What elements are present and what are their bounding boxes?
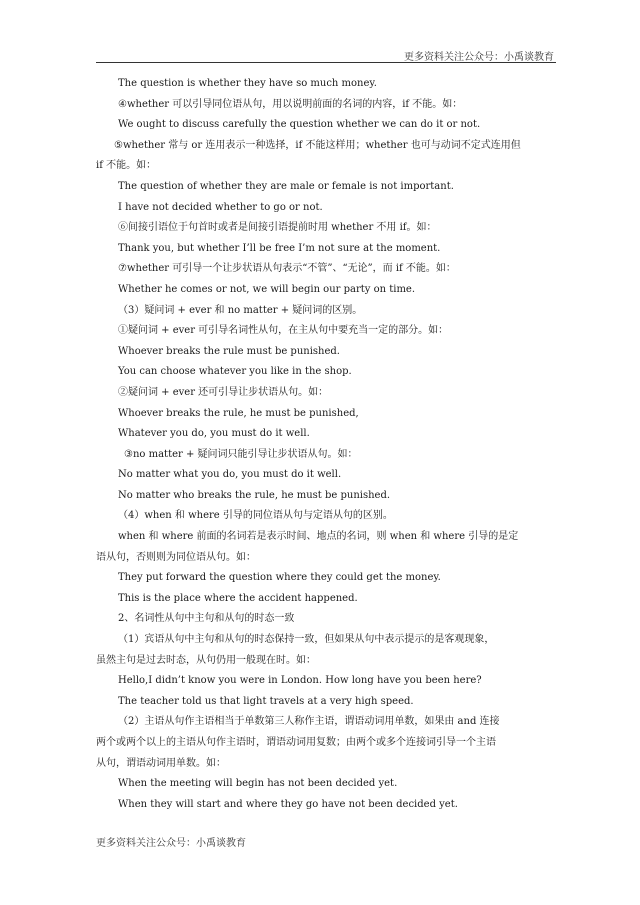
text-line: if 不能。如： bbox=[96, 160, 157, 172]
text-line: ④whether 可以引导同位语从句，用以说明前面的名词的内容，if 不能。如： bbox=[118, 98, 463, 110]
page-header: 更多资料关注公众号：小禹谈教育 bbox=[404, 52, 554, 63]
text-line: 从句，谓语动词用单数。如： bbox=[96, 757, 226, 769]
text-line: Hello,I didn’t know you were in London. How long have you been here? bbox=[118, 675, 482, 687]
document-body bbox=[96, 74, 556, 815]
text-line: （3）疑问词 + ever 和 no matter + 疑问词的区别。 bbox=[118, 304, 363, 316]
text-line: No matter what you do, you must do it well. bbox=[118, 469, 342, 481]
text-line: I have not decided whether to go or not. bbox=[118, 201, 323, 213]
text-line: when 和 where 前面的名词若是表示时间、地点的名词，则 when 和 where 引导的是定 bbox=[118, 531, 519, 543]
text-line: （2）主语从句作主语相当于单数第三人称作主语，谓语动词用单数，如果由 and 连接 bbox=[118, 716, 500, 728]
text-line: （1）宾语从句中主句和从句的时态保持一致，但如果从句中表示提示的是客观现象， bbox=[118, 634, 495, 646]
text-line: Whoever breaks the rule must be punished. bbox=[118, 345, 340, 357]
text-line: You can choose whatever you like in the shop. bbox=[118, 366, 352, 378]
text-line: When the meeting will begin has not been decided yet. bbox=[118, 778, 398, 790]
text-line: 语从句，否则则为同位语从句。如： bbox=[96, 551, 256, 563]
text-line: The question of whether they are male or female is not important. bbox=[118, 180, 454, 192]
text-line: Whoever breaks the rule, he must be punished, bbox=[118, 407, 359, 419]
text-line: This is the place where the accident happened. bbox=[118, 592, 358, 604]
text-line: No matter who breaks the rule, he must be punished. bbox=[118, 489, 391, 501]
text-line: Thank you, but whether I’ll be free I’m not sure at the moment. bbox=[118, 242, 441, 254]
text-line: 虽然主句是过去时态，从句仍用一般现在时。如： bbox=[96, 654, 316, 666]
page-footer: 更多资料关注公众号：小禹谈教育 bbox=[96, 838, 246, 849]
text-line: When they will start and where they go have not been decided yet. bbox=[118, 798, 458, 810]
text-line: They put forward the question where they could get the money. bbox=[118, 572, 441, 584]
text-line: Whether he comes or not, we will begin our party on time. bbox=[118, 283, 416, 295]
text-line: ⑥间接引语位于句首时或者是间接引语提前时用 whether 不用 if。如： bbox=[118, 222, 437, 234]
text-line: 2、名词性从句中主句和从句的时态一致 bbox=[118, 613, 295, 625]
text-line: The question is whether they have so much money. bbox=[118, 78, 377, 89]
text-line: ⑦whether 可引导一个让步状语从句表示“不管”、“无论”，而 if 不能。如： bbox=[118, 263, 456, 275]
text-line: 两个或两个以上的主语从句作主语时，谓语动词用复数；由两个或多个连接词引导一个主语 bbox=[96, 737, 496, 748]
text-line: ①疑问词 + ever 可引导名词性从句，在主从句中要充当一定的部分。如： bbox=[118, 325, 449, 337]
text-line: ⑤whether 常与 or 连用表示一种选择，if 不能这样用；whether 也可与动词不定式连用但 bbox=[114, 139, 521, 151]
header-divider bbox=[96, 62, 556, 63]
text-line: ③no matter + 疑问词只能引导让步状语从句。如： bbox=[124, 448, 358, 460]
text-line: We ought to discuss carefully the question whether we can do it or not. bbox=[118, 119, 481, 131]
text-line: ②疑问词 + ever 还可引导让步状语从句。如： bbox=[118, 386, 329, 398]
text-line: （4）when 和 where 引导的同位语从句与定语从句的区别。 bbox=[118, 510, 393, 522]
text-line: Whatever you do, you must do it well. bbox=[118, 428, 310, 440]
text-line: The teacher told us that light travels at a very high speed. bbox=[118, 695, 414, 707]
